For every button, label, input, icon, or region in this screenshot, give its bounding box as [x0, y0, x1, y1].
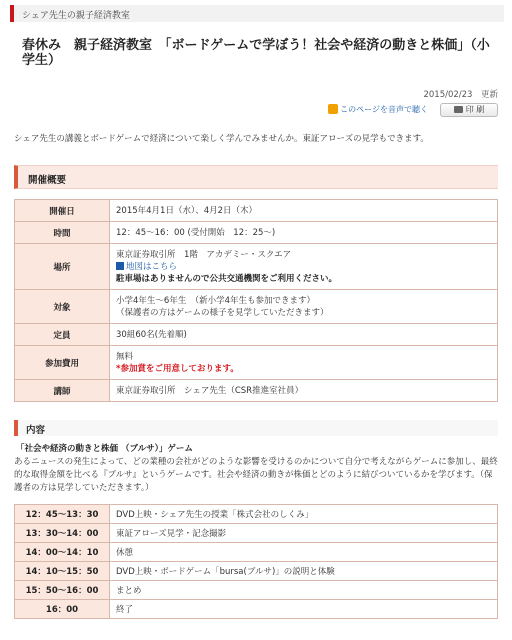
table-row	[15, 324, 498, 346]
time-label: 時間	[15, 222, 110, 244]
capacity-value: 30組60名(先着順)	[110, 324, 498, 346]
date-value: 2015年4月1日（水）、4月2日（木）	[110, 200, 498, 222]
fee-line1: 無料	[116, 351, 134, 362]
fee-label: 参加費用	[15, 346, 110, 380]
page-title: 春休み 親子経済教室 「ボードゲームで学ぼう！社会や経済の動きと株価」（小学生）	[22, 38, 490, 68]
time-value: 12：45〜16：00 (受付開始 12：25〜)	[110, 222, 498, 244]
capacity-label: 定員	[15, 324, 110, 346]
place-value	[110, 244, 498, 290]
printer-icon	[454, 106, 463, 113]
table-row	[15, 505, 498, 524]
target-label: 対象	[15, 290, 110, 324]
lecturer-value: 東京証券取引所 シェア先生（CSR推進室社員）	[110, 380, 498, 402]
content-heading	[14, 420, 498, 436]
print-label: 印 刷	[465, 105, 485, 114]
table-row	[15, 200, 498, 222]
target-line2: （保護者の方はゲームの様子を見学していただきます）	[116, 307, 329, 318]
date-label: 開催日	[15, 200, 110, 222]
table-row	[15, 222, 498, 244]
table-row	[15, 290, 498, 324]
schedule-item: 東証アローズ見学・記念撮影	[110, 524, 498, 543]
fee-note: *参加賞をご用意しております。	[116, 363, 239, 374]
schedule-item: DVD上映・シェア先生の授業「株式会社のしくみ」	[110, 505, 498, 524]
map-link[interactable]	[116, 261, 491, 273]
table-row	[15, 600, 498, 619]
breadcrumb	[10, 5, 504, 22]
schedule-time: 13：30〜14：00	[15, 524, 110, 543]
table-row	[15, 562, 498, 581]
overview-heading	[14, 165, 498, 189]
lecturer-label: 講師	[15, 380, 110, 402]
speaker-icon	[328, 104, 338, 114]
map-link-label: 地図はこちら	[126, 261, 178, 272]
audio-link[interactable]	[328, 104, 428, 115]
schedule-time: 15：50〜16：00	[15, 581, 110, 600]
intro-text: シェア先生の講義とボードゲームで経済について楽しく学んでみませんか。東証アローズの見学もできます。	[14, 134, 429, 144]
update-date	[423, 88, 498, 100]
target-line1: 小学4年生〜6年生 （新小学4年生も参加できます）	[116, 295, 315, 306]
overview-table	[14, 199, 498, 402]
fee-value	[110, 346, 498, 380]
content-heading-text: 内容	[26, 425, 46, 436]
schedule-table	[14, 504, 498, 619]
schedule-item: DVD上映・ボードゲーム「bursa(ブルサ)」の説明と体験	[110, 562, 498, 581]
table-row	[15, 524, 498, 543]
table-row	[15, 581, 498, 600]
update-label: 更新	[480, 90, 498, 100]
map-icon	[116, 262, 124, 270]
audio-link-label: このページを音声で聴く	[340, 105, 428, 114]
schedule-item: まとめ	[110, 581, 498, 600]
schedule-item: 終了	[110, 600, 498, 619]
place-label: 場所	[15, 244, 110, 290]
target-value	[110, 290, 498, 324]
table-row	[15, 543, 498, 562]
schedule-time: 12：45〜13：30	[15, 505, 110, 524]
schedule-time: 14：00〜14：10	[15, 543, 110, 562]
breadcrumb-text: シェア先生の親子経済教室	[22, 11, 130, 21]
game-title: 「社会や経済の動きと株価 （ブルサ）」ゲーム	[16, 444, 193, 454]
table-row	[15, 346, 498, 380]
table-row	[15, 380, 498, 402]
place-address: 東京証券取引所 1階 アカデミー・スクエア	[116, 249, 292, 260]
update-date-value: 2015/02/23	[423, 90, 473, 100]
schedule-item: 休憩	[110, 543, 498, 562]
schedule-time: 14：10〜15：50	[15, 562, 110, 581]
overview-heading-text: 開催概要	[28, 175, 67, 186]
table-row	[15, 244, 498, 290]
print-button[interactable]	[440, 103, 498, 117]
game-description: あるニュースの発生によって、どの業種の会社がどのような影響を受けるのかについて自分で考えながらゲームに参加し、最終的な取得金額を比べる『ブルサ』というゲームです。社会や経済の動きが株価とどのように結びついているかを学びます。（保護者の方は見学していただきます。）	[14, 457, 498, 493]
schedule-time: 16：00	[15, 600, 110, 619]
parking-note: 駐車場はありませんので公共交通機関をご利用ください。	[116, 273, 338, 284]
